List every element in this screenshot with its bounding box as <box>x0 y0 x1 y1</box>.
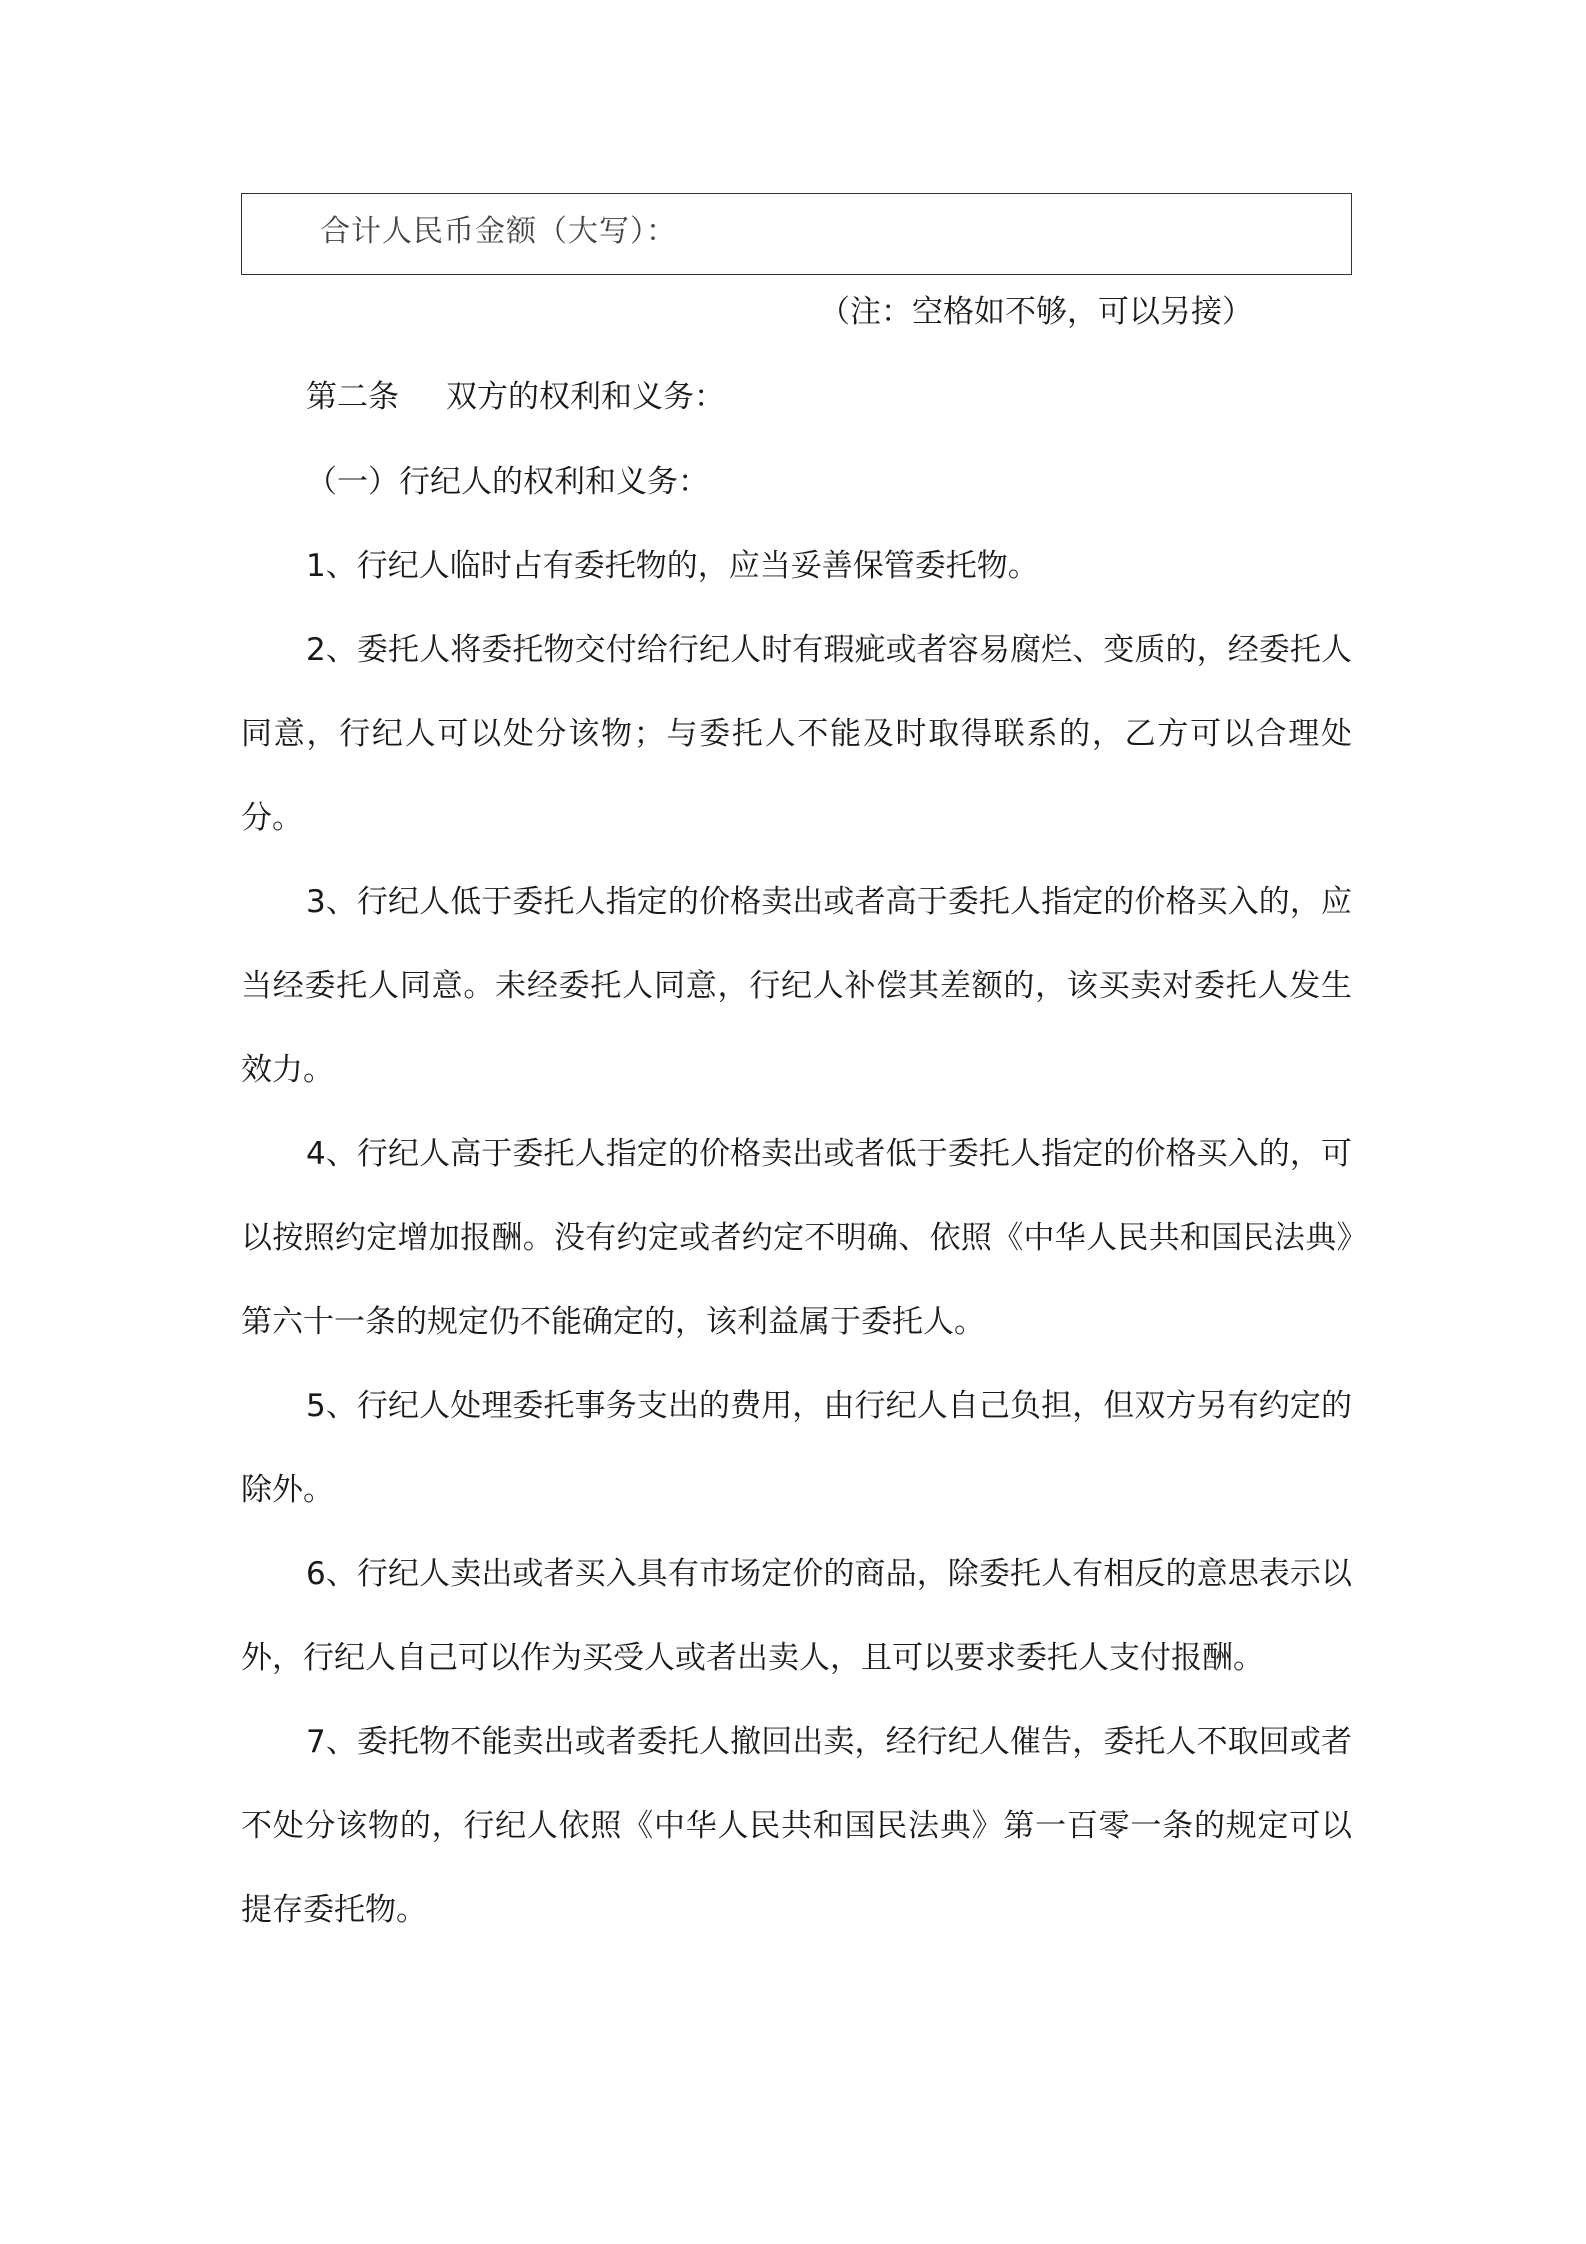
clause-item-7: 7、委托物不能卖出或者委托人撤回出卖，经行纪人催告，委托人不取回或者不处分该物的，行纪人依照《中华人民共和国民法典》第一百零一条的规定可以提存委托物。 <box>241 1724 1352 1928</box>
article-title: 双方的权利和义务： <box>446 379 725 415</box>
clause-item-1: 1、行纪人临时占有委托物的，应当妥善保管委托物。 <box>306 548 1039 584</box>
clause-list <box>241 524 1352 1952</box>
total-amount-label: 合计人民币金额（大写）： <box>320 214 677 249</box>
clause-item-2: 2、委托人将委托物交付给行纪人时有瑕疵或者容易腐烂、变质的，经委托人同意，行纪人可以处分该物；与委托人不能及时取得联系的，乙方可以合理处分。 <box>241 632 1352 836</box>
total-amount-box <box>241 193 1352 275</box>
clause-item-3: 3、行纪人低于委托人指定的价格卖出或者高于委托人指定的价格买入的，应当经委托人同意。未经委托人同意，行纪人补偿其差额的，该买卖对委托人发生效力。 <box>241 884 1352 1088</box>
space-note: （注：空格如不够，可以另接） <box>819 294 1253 330</box>
article-heading <box>306 355 725 439</box>
section-heading: （一）行纪人的权利和义务： <box>306 464 709 500</box>
article-number: 第二条 <box>306 379 399 415</box>
clause-item-4: 4、行纪人高于委托人指定的价格卖出或者低于委托人指定的价格买入的，可以按照约定增加报酬。没有约定或者约定不明确、依照《中华人民共和国民法典》第六十一条的规定仍不能确定的，该利益属于委托人。 <box>241 1136 1352 1340</box>
clause-item-6: 6、行纪人卖出或者买入具有市场定价的商品，除委托人有相反的意思表示以外，行纪人自己可以作为买受人或者出卖人，且可以要求委托人支付报酬。 <box>241 1556 1352 1676</box>
clause-item-5: 5、行纪人处理委托事务支出的费用，由行纪人自己负担，但双方另有约定的除外。 <box>241 1388 1352 1508</box>
